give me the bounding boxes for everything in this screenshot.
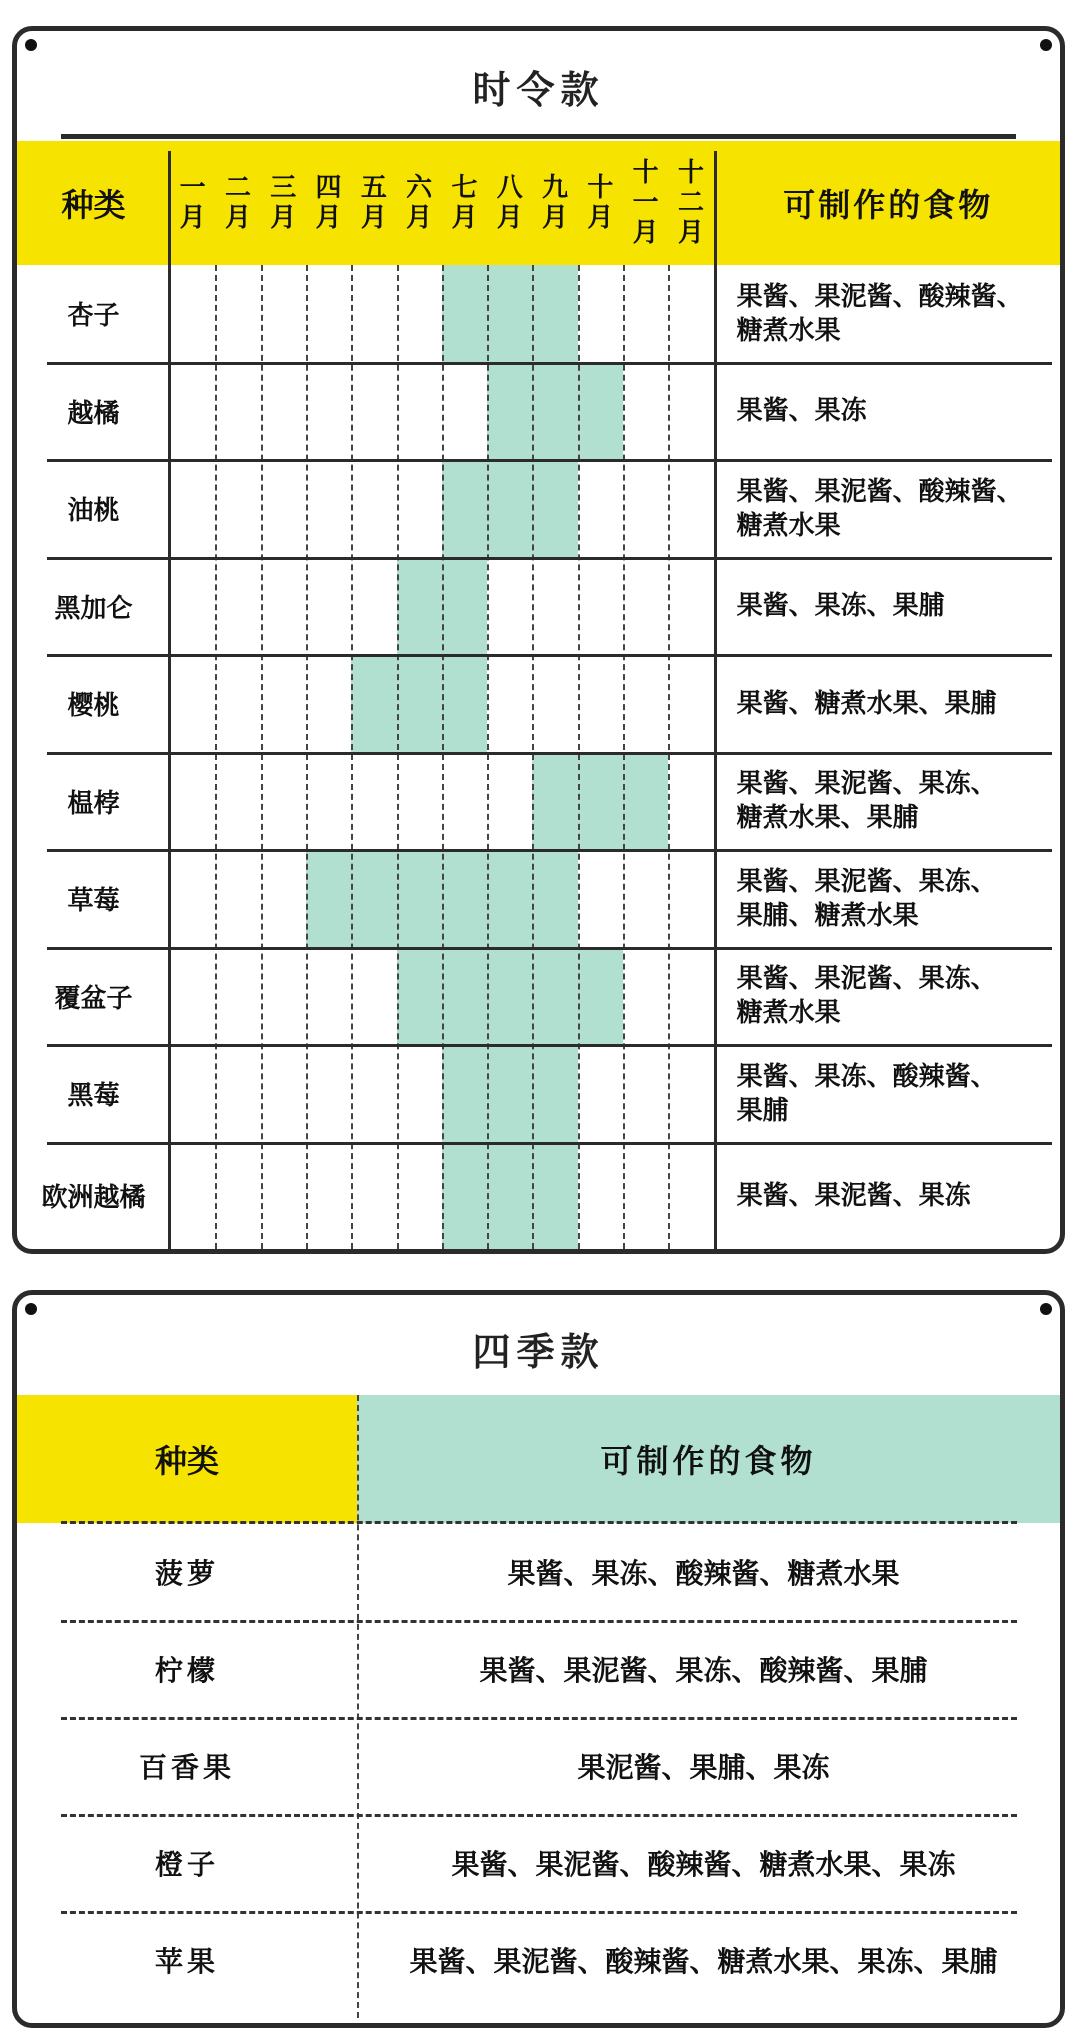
row-foods (737, 1143, 1050, 1250)
row-name: 杏子 (67, 301, 120, 332)
row-divider (61, 1620, 1017, 1623)
month-label (215, 141, 260, 265)
row-foods-line: 糖煮水果 (736, 998, 841, 1029)
row-foods (737, 265, 1050, 363)
row-divider (61, 1911, 1017, 1914)
month-char: 五 (360, 173, 387, 203)
allyear-title: 四季款 (472, 1330, 605, 1374)
row-foods-line: 果酱、果泥酱、酸辣酱、 (736, 281, 1023, 312)
row-foods-line: 果酱、果冻、酸辣酱、 (736, 1061, 997, 1092)
row-foods-line: 果酱、糖煮水果、果脯 (736, 688, 997, 719)
month-label (351, 141, 396, 265)
month-char: 四 (315, 173, 342, 203)
month-divider (306, 265, 308, 1249)
row-divider (61, 1521, 1017, 1524)
row-foods (737, 850, 1050, 948)
month-char: 十 (587, 173, 614, 203)
row-name: 黑莓 (67, 1081, 120, 1112)
month-char: 八 (496, 173, 523, 203)
row-name: 黑加仑 (54, 593, 133, 624)
row-foods-line: 果酱、果泥酱、果冻、 (736, 866, 997, 897)
row-name: 覆盆子 (54, 983, 133, 1014)
season-bar (442, 1045, 578, 1143)
month-divider (261, 265, 263, 1249)
month-label (532, 141, 577, 265)
title-rule (61, 134, 1016, 139)
row-foods (737, 363, 1050, 461)
corner-dot (25, 1303, 37, 1315)
row-foods: 果酱、果泥酱、酸辣酱、糖煮水果、果冻 (451, 1847, 956, 1881)
month-label (170, 141, 215, 265)
row-foods-text (737, 1060, 997, 1128)
month-divider (532, 265, 534, 1249)
month-char: 二 (224, 173, 251, 203)
month-char: 月 (496, 203, 523, 233)
row-foods-line: 糖煮水果、果脯 (736, 803, 919, 834)
allyear-header-foods: 可制作的食物 (600, 1442, 817, 1480)
season-bar (442, 265, 578, 363)
month-char: 三 (270, 173, 297, 203)
allyear-card (12, 1290, 1065, 2028)
row-name: 欧洲越橘 (41, 1183, 146, 1214)
corner-dot (25, 39, 37, 51)
month-char: 月 (451, 203, 478, 233)
month-char: 月 (224, 203, 251, 233)
row-foods-text (737, 280, 1023, 348)
row-foods (737, 460, 1050, 558)
row-name: 樱桃 (67, 691, 120, 722)
month-char: 月 (360, 203, 387, 233)
row-foods-line: 果脯 (736, 1095, 789, 1126)
month-char: 六 (406, 173, 433, 203)
month-divider (487, 265, 489, 1249)
row-foods-text (737, 1179, 971, 1213)
month-label (306, 141, 351, 265)
month-char: 一 (632, 188, 659, 218)
month-label (668, 141, 713, 265)
row-name: 越橘 (67, 398, 120, 429)
season-bar (532, 753, 668, 851)
month-label (487, 141, 532, 265)
row-foods-line: 果酱、果冻 (736, 396, 867, 427)
row-foods-text (737, 865, 997, 933)
column-divider (714, 151, 717, 1249)
row-foods: 果酱、果泥酱、酸辣酱、糖煮水果、果冻、果脯 (409, 1944, 998, 1978)
row-foods: 果泥酱、果脯、果冻 (577, 1750, 830, 1784)
row-foods-text (737, 394, 867, 428)
month-char: 月 (632, 218, 659, 248)
month-divider (215, 265, 217, 1249)
row-foods-text (737, 687, 997, 721)
month-char: 月 (542, 203, 569, 233)
corner-dot (1040, 1303, 1052, 1315)
row-name: 草莓 (67, 886, 120, 917)
month-label (578, 141, 623, 265)
row-foods (737, 948, 1050, 1046)
month-char: 七 (451, 173, 478, 203)
month-label (397, 141, 442, 265)
row-name: 百香果 (138, 1750, 235, 1784)
month-divider (668, 265, 670, 1249)
month-divider (623, 265, 625, 1249)
row-foods: 果酱、果冻、酸辣酱、糖煮水果 (507, 1556, 900, 1590)
row-divider (61, 1814, 1017, 1817)
row-foods (737, 655, 1050, 753)
row-name: 柠檬 (154, 1653, 219, 1687)
row-name: 菠萝 (154, 1556, 219, 1590)
row-foods (737, 558, 1050, 656)
month-char: 月 (315, 203, 342, 233)
row-foods-line: 果酱、果冻、果脯 (736, 591, 945, 622)
month-label (442, 141, 487, 265)
month-divider (397, 265, 399, 1249)
row-foods (737, 753, 1050, 851)
corner-dot (1040, 39, 1052, 51)
season-bar (442, 1143, 578, 1255)
month-char: 十 (632, 158, 659, 188)
row-foods-line: 糖煮水果 (736, 315, 841, 346)
row-divider (61, 1717, 1017, 1720)
seasonal-header-foods: 可制作的食物 (783, 186, 994, 224)
month-label (623, 141, 668, 265)
season-bar (442, 460, 578, 558)
month-label (261, 141, 306, 265)
month-char: 月 (677, 218, 704, 248)
month-char: 月 (270, 203, 297, 233)
month-char: 月 (587, 203, 614, 233)
seasonal-header-kind: 种类 (61, 186, 126, 224)
month-divider (578, 265, 580, 1249)
row-name: 橙子 (154, 1847, 219, 1881)
row-foods-text (737, 962, 997, 1030)
row-foods-line: 果酱、果泥酱、果冻 (736, 1180, 971, 1211)
seasonal-title: 时令款 (472, 68, 605, 112)
allyear-header-kind: 种类 (154, 1442, 219, 1480)
row-foods-text (737, 767, 997, 835)
season-bar (397, 948, 624, 1046)
row-name: 油桃 (67, 496, 120, 527)
row-foods-text (737, 589, 945, 623)
month-char: 十 (677, 158, 704, 188)
row-foods-text (737, 475, 1023, 543)
month-char: 九 (542, 173, 569, 203)
seasonal-card (12, 26, 1065, 1254)
row-foods-line: 果酱、果泥酱、果冻、 (736, 769, 997, 800)
row-foods-line: 果酱、果泥酱、酸辣酱、 (736, 476, 1023, 507)
season-bar (351, 655, 487, 753)
row-foods-line: 果酱、果泥酱、果冻、 (736, 964, 997, 995)
row-foods-line: 糖煮水果 (736, 510, 841, 541)
month-char: 月 (406, 203, 433, 233)
season-bar (487, 363, 623, 461)
row-foods: 果酱、果泥酱、果冻、酸辣酱、果脯 (479, 1653, 928, 1687)
month-divider (442, 265, 444, 1249)
month-divider (351, 265, 353, 1249)
row-name: 榅桲 (67, 788, 120, 819)
row-foods (737, 1045, 1050, 1143)
month-char: 二 (677, 188, 704, 218)
row-foods-line: 果脯、糖煮水果 (736, 900, 919, 931)
month-char: 月 (179, 203, 206, 233)
month-char: 一 (179, 173, 206, 203)
row-name: 苹果 (154, 1944, 219, 1978)
